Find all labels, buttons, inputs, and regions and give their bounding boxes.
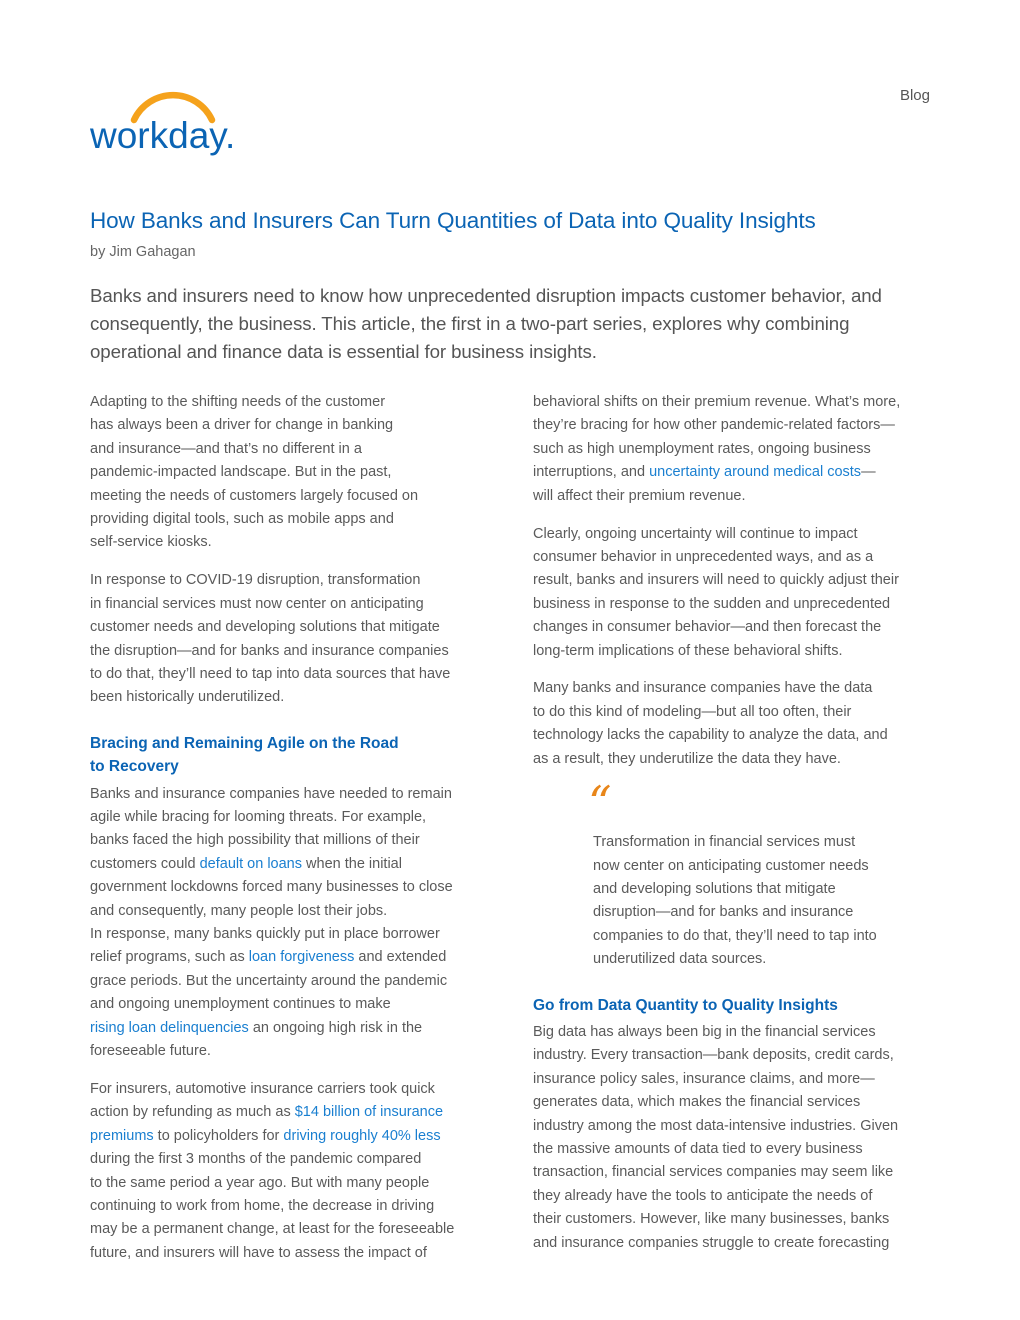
text-line: self-service kiosks. xyxy=(90,534,212,551)
text-line: their customers. However, like many businesses, banks xyxy=(533,1211,890,1228)
text-line: may be a permanent change, at least for the foreseeable xyxy=(90,1221,455,1238)
medical-costs-link[interactable]: uncertainty around medical costs xyxy=(649,464,862,481)
text-line: result, banks and insurers will need to quickly adjust their xyxy=(533,572,899,589)
text-line: Many banks and insurance companies have the data xyxy=(533,680,873,697)
text-line: rising loan delinquencies an ongoing high risk in the xyxy=(90,1019,423,1036)
text-line: the massive amounts of data tied to every business xyxy=(533,1140,863,1157)
text-line: foreseeable future. xyxy=(90,1043,211,1060)
text-line: business in response to the sudden and unprecedented xyxy=(533,595,891,612)
text-line: customers could default on loans when the initial xyxy=(90,855,402,872)
paragraph xyxy=(533,523,933,663)
quote-line: underutilized data sources. xyxy=(593,951,767,968)
text-line: Adapting to the shifting needs of the customer xyxy=(90,394,386,410)
loan-forgiveness-link[interactable]: loan forgiveness xyxy=(248,949,355,966)
quote-line: companies to do that, they’ll need to tap into xyxy=(593,927,877,944)
text-line: For insurers, automotive insurance carriers took quick xyxy=(90,1080,435,1097)
paragraph xyxy=(533,677,933,771)
text-line: long-term implications of these behavioral shifts. xyxy=(533,642,843,659)
text-line: industry. Every transaction—bank deposits, credit cards, xyxy=(533,1047,894,1064)
pull-quote xyxy=(593,823,933,971)
quote-line: disruption—and for banks and insurance xyxy=(593,904,854,921)
text-line: has always been a driver for change in banking xyxy=(90,417,394,434)
text-line: government lockdowns forced many businesses to close xyxy=(90,879,453,896)
intro-paragraph xyxy=(90,282,940,366)
intro-line: operational and finance data is essential for business insights. xyxy=(90,341,597,362)
quote-line: and developing solutions that mitigate xyxy=(593,880,836,897)
text-line: during the first 3 months of the pandemic compared xyxy=(90,1151,422,1168)
text-line: behavioral shifts on their premium revenue. What’s more, xyxy=(533,394,901,410)
text-line: to the same period a year ago. But with many people xyxy=(90,1174,430,1191)
text-line: in financial services must now center on anticipating xyxy=(90,595,424,612)
right-column xyxy=(533,391,933,1255)
text-line: to do this kind of modeling—but all too often, their xyxy=(533,703,852,720)
text-line: insurance policy sales, insurance claims, and more— xyxy=(533,1070,875,1087)
driving-less-link[interactable]: driving roughly 40% less xyxy=(283,1127,441,1144)
text-line: as a result, they underutilize the data they have. xyxy=(533,750,841,767)
text-line: generates data, which makes the financial services xyxy=(533,1094,861,1111)
text-line: to do that, they’ll need to tap into data sources that have xyxy=(90,665,451,682)
text-line: premiums to policyholders for driving roughly 40% less xyxy=(90,1127,441,1144)
heading-line: to Recovery xyxy=(90,758,179,776)
heading-line: Go from Data Quantity to Quality Insights xyxy=(533,996,838,1014)
text-line: continuing to work from home, the decrease in driving xyxy=(90,1198,435,1214)
text-line: transaction, financial services companies may seem like xyxy=(533,1164,894,1181)
text-line: and ongoing unemployment continues to make xyxy=(90,996,391,1013)
text-line: meeting the needs of customers largely focused on xyxy=(90,487,419,504)
paragraph xyxy=(533,391,933,508)
text-line: the disruption—and for banks and insurance companies xyxy=(90,642,449,659)
text-line: changes in consumer behavior—and then forecast the xyxy=(533,619,882,636)
default-on-loans-link[interactable]: default on loans xyxy=(199,855,302,872)
text-line: been historically underutilized. xyxy=(90,689,285,706)
text-line: providing digital tools, such as mobile apps and xyxy=(90,511,394,528)
paragraph xyxy=(90,783,490,1064)
insurance-premiums-link[interactable]: premiums xyxy=(90,1127,154,1144)
text-line: In response to COVID-19 disruption, transformation xyxy=(90,572,421,589)
text-line: and insurance—and that’s no different in a xyxy=(90,440,362,457)
text-line: customer needs and developing solutions that mitigate xyxy=(90,619,440,636)
text-line: Banks and insurance companies have needed to remain xyxy=(90,785,452,802)
insurance-premiums-link[interactable]: $14 billion of insurance xyxy=(294,1104,444,1121)
text-line: and consequently, many people lost their jobs. xyxy=(90,902,388,919)
paragraph xyxy=(90,569,490,709)
text-line: they already have the tools to anticipate the needs of xyxy=(533,1187,873,1204)
text-line: technology lacks the capability to analyze the data, and xyxy=(533,727,888,744)
text-line: agile while bracing for looming threats. For example, xyxy=(90,809,427,825)
text-line: future, and insurers will have to assess the impact of xyxy=(90,1244,427,1261)
text-line: will affect their premium revenue. xyxy=(533,487,746,504)
text-line: Clearly, ongoing uncertainty will continue to impact xyxy=(533,525,858,542)
section-heading xyxy=(90,732,490,779)
text-line: grace periods. But the uncertainty around the pandemic xyxy=(90,972,448,989)
text-line: interruptions, and uncertainty around medical costs— xyxy=(533,464,876,481)
text-line: action by refunding as much as $14 billion of insurance xyxy=(90,1104,444,1121)
intro-line: consequently, the business. This article, the first in a two-part series, explores why combining xyxy=(90,313,850,334)
text-line: such as high unemployment rates, ongoing business xyxy=(533,440,871,457)
left-column xyxy=(90,391,490,1265)
text-line: pandemic-impacted landscape. But in the past, xyxy=(90,464,392,481)
heading-line: Bracing and Remaining Agile on the Road xyxy=(90,734,399,752)
text-line: Big data has always been big in the financial services xyxy=(533,1023,876,1040)
svg-text:workday.: workday. xyxy=(90,115,236,156)
quote-line: Transformation in financial services must xyxy=(593,834,856,851)
quote-line: now center on anticipating customer needs xyxy=(593,857,869,874)
text-line: In response, many banks quickly put in place borrower xyxy=(90,926,440,943)
text-line: consumer behavior in unprecedented ways, and as a xyxy=(533,548,874,565)
text-line: banks faced the high possibility that millions of their xyxy=(90,832,420,849)
quote-mark-icon: “ xyxy=(588,776,612,831)
text-line: they’re bracing for how other pandemic-related factors— xyxy=(533,417,895,434)
workday-logo xyxy=(88,86,258,160)
paragraph xyxy=(533,1021,933,1255)
paragraph xyxy=(90,1078,490,1265)
section-heading xyxy=(533,994,933,1017)
paragraph xyxy=(90,391,490,555)
article-title: How Banks and Insurers Can Turn Quantities of Data into Quality Insights xyxy=(90,208,816,233)
intro-line: Banks and insurers need to know how unprecedented disruption impacts customer behavior, and xyxy=(90,285,882,306)
text-line: relief programs, such as loan forgiveness and extended xyxy=(90,949,447,966)
text-line: industry among the most data-intensive industries. Given xyxy=(533,1117,899,1134)
text-line: and insurance companies struggle to create forecasting xyxy=(533,1234,890,1251)
document-type-label: Blog xyxy=(899,87,930,104)
byline: by Jim Gahagan xyxy=(90,244,196,260)
rising-loan-delinquencies-link[interactable]: rising loan delinquencies xyxy=(90,1019,249,1036)
